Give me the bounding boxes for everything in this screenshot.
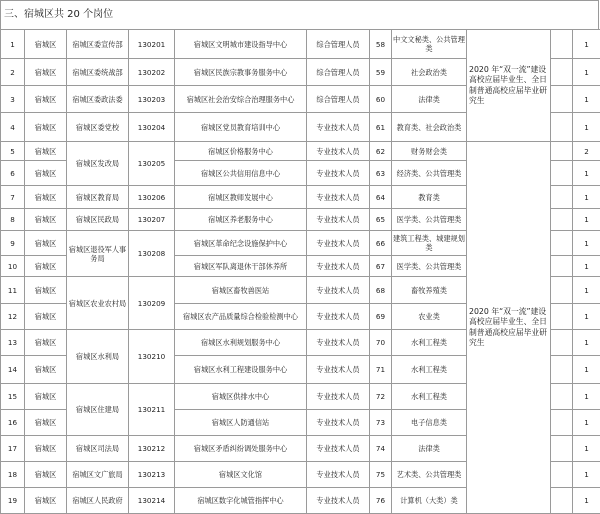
department-code-cell: 130205 <box>129 142 175 186</box>
major-cell: 艺术类、公共管理类 <box>392 462 467 488</box>
area-cell: 宿城区 <box>25 330 67 356</box>
blank-cell <box>551 330 573 356</box>
department-cell: 宿城区人民政府 <box>67 488 129 514</box>
department-cell: 宿城区发改局 <box>67 142 129 186</box>
area-cell: 宿城区 <box>25 436 67 462</box>
area-cell: 宿城区 <box>25 59 67 86</box>
unit-cell: 宿城区供排水中心 <box>175 384 307 410</box>
position-category-cell: 专业技术人员 <box>307 488 370 514</box>
department-code-cell: 130203 <box>129 86 175 113</box>
blank-cell <box>551 161 573 186</box>
department-cell: 宿城区文广旅局 <box>67 462 129 488</box>
unit-cell: 宿城区公共信用信息中心 <box>175 161 307 186</box>
department-cell: 宿城区委党校 <box>67 113 129 142</box>
blank-cell <box>551 30 573 59</box>
recruit-count-cell: 1 <box>573 256 600 277</box>
blank-cell <box>551 304 573 330</box>
table-row <box>1 142 600 161</box>
recruit-count-cell: 1 <box>573 330 600 356</box>
position-category-cell: 综合管理人员 <box>307 30 370 59</box>
position-number-cell: 60 <box>370 86 392 113</box>
major-cell: 建筑工程类、城建规划类 <box>392 231 467 256</box>
row-number-cell: 12 <box>1 304 25 330</box>
position-category-cell: 综合管理人员 <box>307 59 370 86</box>
education-cell: 2020 年“双一流”建设高校应届毕业生、全日制普通高校应届毕业研究生 <box>467 142 551 514</box>
recruit-count-cell: 1 <box>573 410 600 436</box>
blank-cell <box>551 186 573 209</box>
major-cell: 畜牧养殖类 <box>392 277 467 304</box>
department-code-cell: 130206 <box>129 186 175 209</box>
blank-cell <box>551 209 573 231</box>
area-cell: 宿城区 <box>25 186 67 209</box>
blank-cell <box>551 86 573 113</box>
position-number-cell: 72 <box>370 384 392 410</box>
area-cell: 宿城区 <box>25 488 67 514</box>
recruit-count-cell: 1 <box>573 488 600 514</box>
recruit-count-cell: 1 <box>573 86 600 113</box>
blank-cell <box>551 142 573 161</box>
position-category-cell: 专业技术人员 <box>307 142 370 161</box>
area-cell: 宿城区 <box>25 30 67 59</box>
row-number-cell: 9 <box>1 231 25 256</box>
department-code-cell: 130211 <box>129 384 175 436</box>
position-number-cell: 66 <box>370 231 392 256</box>
blank-cell <box>551 410 573 436</box>
department-code-cell: 130204 <box>129 113 175 142</box>
department-code-cell: 130207 <box>129 209 175 231</box>
recruit-count-cell: 1 <box>573 384 600 410</box>
major-cell: 农业类 <box>392 304 467 330</box>
major-cell: 医学类、公共管理类 <box>392 256 467 277</box>
row-number-cell: 15 <box>1 384 25 410</box>
major-cell: 教育类、社会政治类 <box>392 113 467 142</box>
recruit-count-cell: 1 <box>573 30 600 59</box>
area-cell: 宿城区 <box>25 356 67 384</box>
unit-cell: 宿城区农产品质量综合检验检测中心 <box>175 304 307 330</box>
position-number-cell: 76 <box>370 488 392 514</box>
unit-cell: 宿城区党员教育培训中心 <box>175 113 307 142</box>
department-cell: 宿城区司法局 <box>67 436 129 462</box>
row-number-cell: 4 <box>1 113 25 142</box>
department-cell: 宿城区委政法委 <box>67 86 129 113</box>
row-number-cell: 8 <box>1 209 25 231</box>
position-category-cell: 综合管理人员 <box>307 86 370 113</box>
position-category-cell: 专业技术人员 <box>307 330 370 356</box>
blank-cell <box>551 113 573 142</box>
blank-cell <box>551 231 573 256</box>
position-number-cell: 59 <box>370 59 392 86</box>
area-cell: 宿城区 <box>25 256 67 277</box>
major-cell: 法律类 <box>392 86 467 113</box>
major-cell: 电子信息类 <box>392 410 467 436</box>
row-number-cell: 16 <box>1 410 25 436</box>
area-cell: 宿城区 <box>25 384 67 410</box>
department-cell: 宿城区退役军人事务局 <box>67 231 129 277</box>
major-cell: 教育类 <box>392 186 467 209</box>
blank-cell <box>551 462 573 488</box>
department-cell: 宿城区民政局 <box>67 209 129 231</box>
section-heading: 三、宿城区共 20 个岗位 <box>0 0 599 30</box>
unit-cell: 宿城区教师发展中心 <box>175 186 307 209</box>
row-number-cell: 5 <box>1 142 25 161</box>
position-number-cell: 69 <box>370 304 392 330</box>
area-cell: 宿城区 <box>25 462 67 488</box>
department-code-cell: 130209 <box>129 277 175 330</box>
position-category-cell: 专业技术人员 <box>307 356 370 384</box>
department-cell: 宿城区水利局 <box>67 330 129 384</box>
position-category-cell: 专业技术人员 <box>307 436 370 462</box>
recruit-count-cell: 1 <box>573 277 600 304</box>
department-code-cell: 130212 <box>129 436 175 462</box>
position-category-cell: 专业技术人员 <box>307 410 370 436</box>
department-code-cell: 130202 <box>129 59 175 86</box>
table-row <box>1 30 600 59</box>
blank-cell <box>551 384 573 410</box>
row-number-cell: 3 <box>1 86 25 113</box>
recruit-count-cell: 1 <box>573 436 600 462</box>
department-cell: 宿城区农业农村局 <box>67 277 129 330</box>
education-cell: 2020 年“双一流”建设高校应届毕业生、全日制普通高校应届毕业研究生 <box>467 30 551 142</box>
blank-cell <box>551 356 573 384</box>
row-number-cell: 14 <box>1 356 25 384</box>
unit-cell: 宿城区文化馆 <box>175 462 307 488</box>
recruit-count-cell: 1 <box>573 356 600 384</box>
position-category-cell: 专业技术人员 <box>307 256 370 277</box>
position-number-cell: 75 <box>370 462 392 488</box>
position-category-cell: 专业技术人员 <box>307 304 370 330</box>
recruit-count-cell: 2 <box>573 142 600 161</box>
blank-cell <box>551 256 573 277</box>
position-category-cell: 专业技术人员 <box>307 186 370 209</box>
unit-cell: 宿城区文明城市建设指导中心 <box>175 30 307 59</box>
major-cell: 社会政治类 <box>392 59 467 86</box>
position-number-cell: 58 <box>370 30 392 59</box>
row-number-cell: 13 <box>1 330 25 356</box>
major-cell: 医学类、公共管理类 <box>392 209 467 231</box>
position-number-cell: 74 <box>370 436 392 462</box>
position-category-cell: 专业技术人员 <box>307 231 370 256</box>
recruit-count-cell: 1 <box>573 462 600 488</box>
position-number-cell: 65 <box>370 209 392 231</box>
area-cell: 宿城区 <box>25 161 67 186</box>
major-cell: 计算机（大类）类 <box>392 488 467 514</box>
unit-cell: 宿城区人防通信站 <box>175 410 307 436</box>
area-cell: 宿城区 <box>25 231 67 256</box>
department-code-cell: 130210 <box>129 330 175 384</box>
department-code-cell: 130214 <box>129 488 175 514</box>
row-number-cell: 10 <box>1 256 25 277</box>
position-category-cell: 专业技术人员 <box>307 113 370 142</box>
recruit-count-cell: 1 <box>573 231 600 256</box>
area-cell: 宿城区 <box>25 277 67 304</box>
blank-cell <box>551 436 573 462</box>
department-cell: 宿城区住建局 <box>67 384 129 436</box>
row-number-cell: 7 <box>1 186 25 209</box>
area-cell: 宿城区 <box>25 86 67 113</box>
recruit-count-cell: 1 <box>573 186 600 209</box>
major-cell: 经济类、公共管理类 <box>392 161 467 186</box>
area-cell: 宿城区 <box>25 304 67 330</box>
row-number-cell: 1 <box>1 30 25 59</box>
major-cell: 法律类 <box>392 436 467 462</box>
position-category-cell: 专业技术人员 <box>307 384 370 410</box>
recruit-count-cell: 1 <box>573 161 600 186</box>
recruit-count-cell: 1 <box>573 209 600 231</box>
row-number-cell: 6 <box>1 161 25 186</box>
area-cell: 宿城区 <box>25 209 67 231</box>
position-number-cell: 68 <box>370 277 392 304</box>
unit-cell: 宿城区养老服务中心 <box>175 209 307 231</box>
row-number-cell: 11 <box>1 277 25 304</box>
position-category-cell: 专业技术人员 <box>307 462 370 488</box>
department-cell: 宿城区教育局 <box>67 186 129 209</box>
unit-cell: 宿城区水利规划服务中心 <box>175 330 307 356</box>
position-category-cell: 专业技术人员 <box>307 209 370 231</box>
major-cell: 水利工程类 <box>392 384 467 410</box>
department-code-cell: 130208 <box>129 231 175 277</box>
area-cell: 宿城区 <box>25 113 67 142</box>
row-number-cell: 2 <box>1 59 25 86</box>
major-cell: 财务财会类 <box>392 142 467 161</box>
unit-cell: 宿城区数字化城管指挥中心 <box>175 488 307 514</box>
position-category-cell: 专业技术人员 <box>307 161 370 186</box>
unit-cell: 宿城区矛盾纠纷调处服务中心 <box>175 436 307 462</box>
unit-cell: 宿城区社会治安综合治理服务中心 <box>175 86 307 113</box>
position-number-cell: 67 <box>370 256 392 277</box>
blank-cell <box>551 59 573 86</box>
department-cell: 宿城区委统战部 <box>67 59 129 86</box>
position-number-cell: 64 <box>370 186 392 209</box>
positions-table <box>0 29 600 514</box>
row-number-cell: 19 <box>1 488 25 514</box>
unit-cell: 宿城区价格服务中心 <box>175 142 307 161</box>
major-cell: 中文文秘类、公共管理类 <box>392 30 467 59</box>
position-number-cell: 61 <box>370 113 392 142</box>
row-number-cell: 17 <box>1 436 25 462</box>
recruit-count-cell: 1 <box>573 304 600 330</box>
unit-cell: 宿城区军队离退休干部休养所 <box>175 256 307 277</box>
unit-cell: 宿城区民族宗教事务服务中心 <box>175 59 307 86</box>
unit-cell: 宿城区水利工程建设服务中心 <box>175 356 307 384</box>
row-number-cell: 18 <box>1 462 25 488</box>
position-number-cell: 70 <box>370 330 392 356</box>
position-number-cell: 62 <box>370 142 392 161</box>
recruit-count-cell: 1 <box>573 113 600 142</box>
position-number-cell: 63 <box>370 161 392 186</box>
position-number-cell: 73 <box>370 410 392 436</box>
area-cell: 宿城区 <box>25 142 67 161</box>
blank-cell <box>551 488 573 514</box>
department-code-cell: 130213 <box>129 462 175 488</box>
blank-cell <box>551 277 573 304</box>
unit-cell: 宿城区畜牧兽医站 <box>175 277 307 304</box>
department-cell: 宿城区委宣传部 <box>67 30 129 59</box>
major-cell: 水利工程类 <box>392 356 467 384</box>
major-cell: 水利工程类 <box>392 330 467 356</box>
unit-cell: 宿城区革命纪念设施保护中心 <box>175 231 307 256</box>
department-code-cell: 130201 <box>129 30 175 59</box>
recruit-count-cell: 1 <box>573 59 600 86</box>
area-cell: 宿城区 <box>25 410 67 436</box>
position-category-cell: 专业技术人员 <box>307 277 370 304</box>
position-number-cell: 71 <box>370 356 392 384</box>
